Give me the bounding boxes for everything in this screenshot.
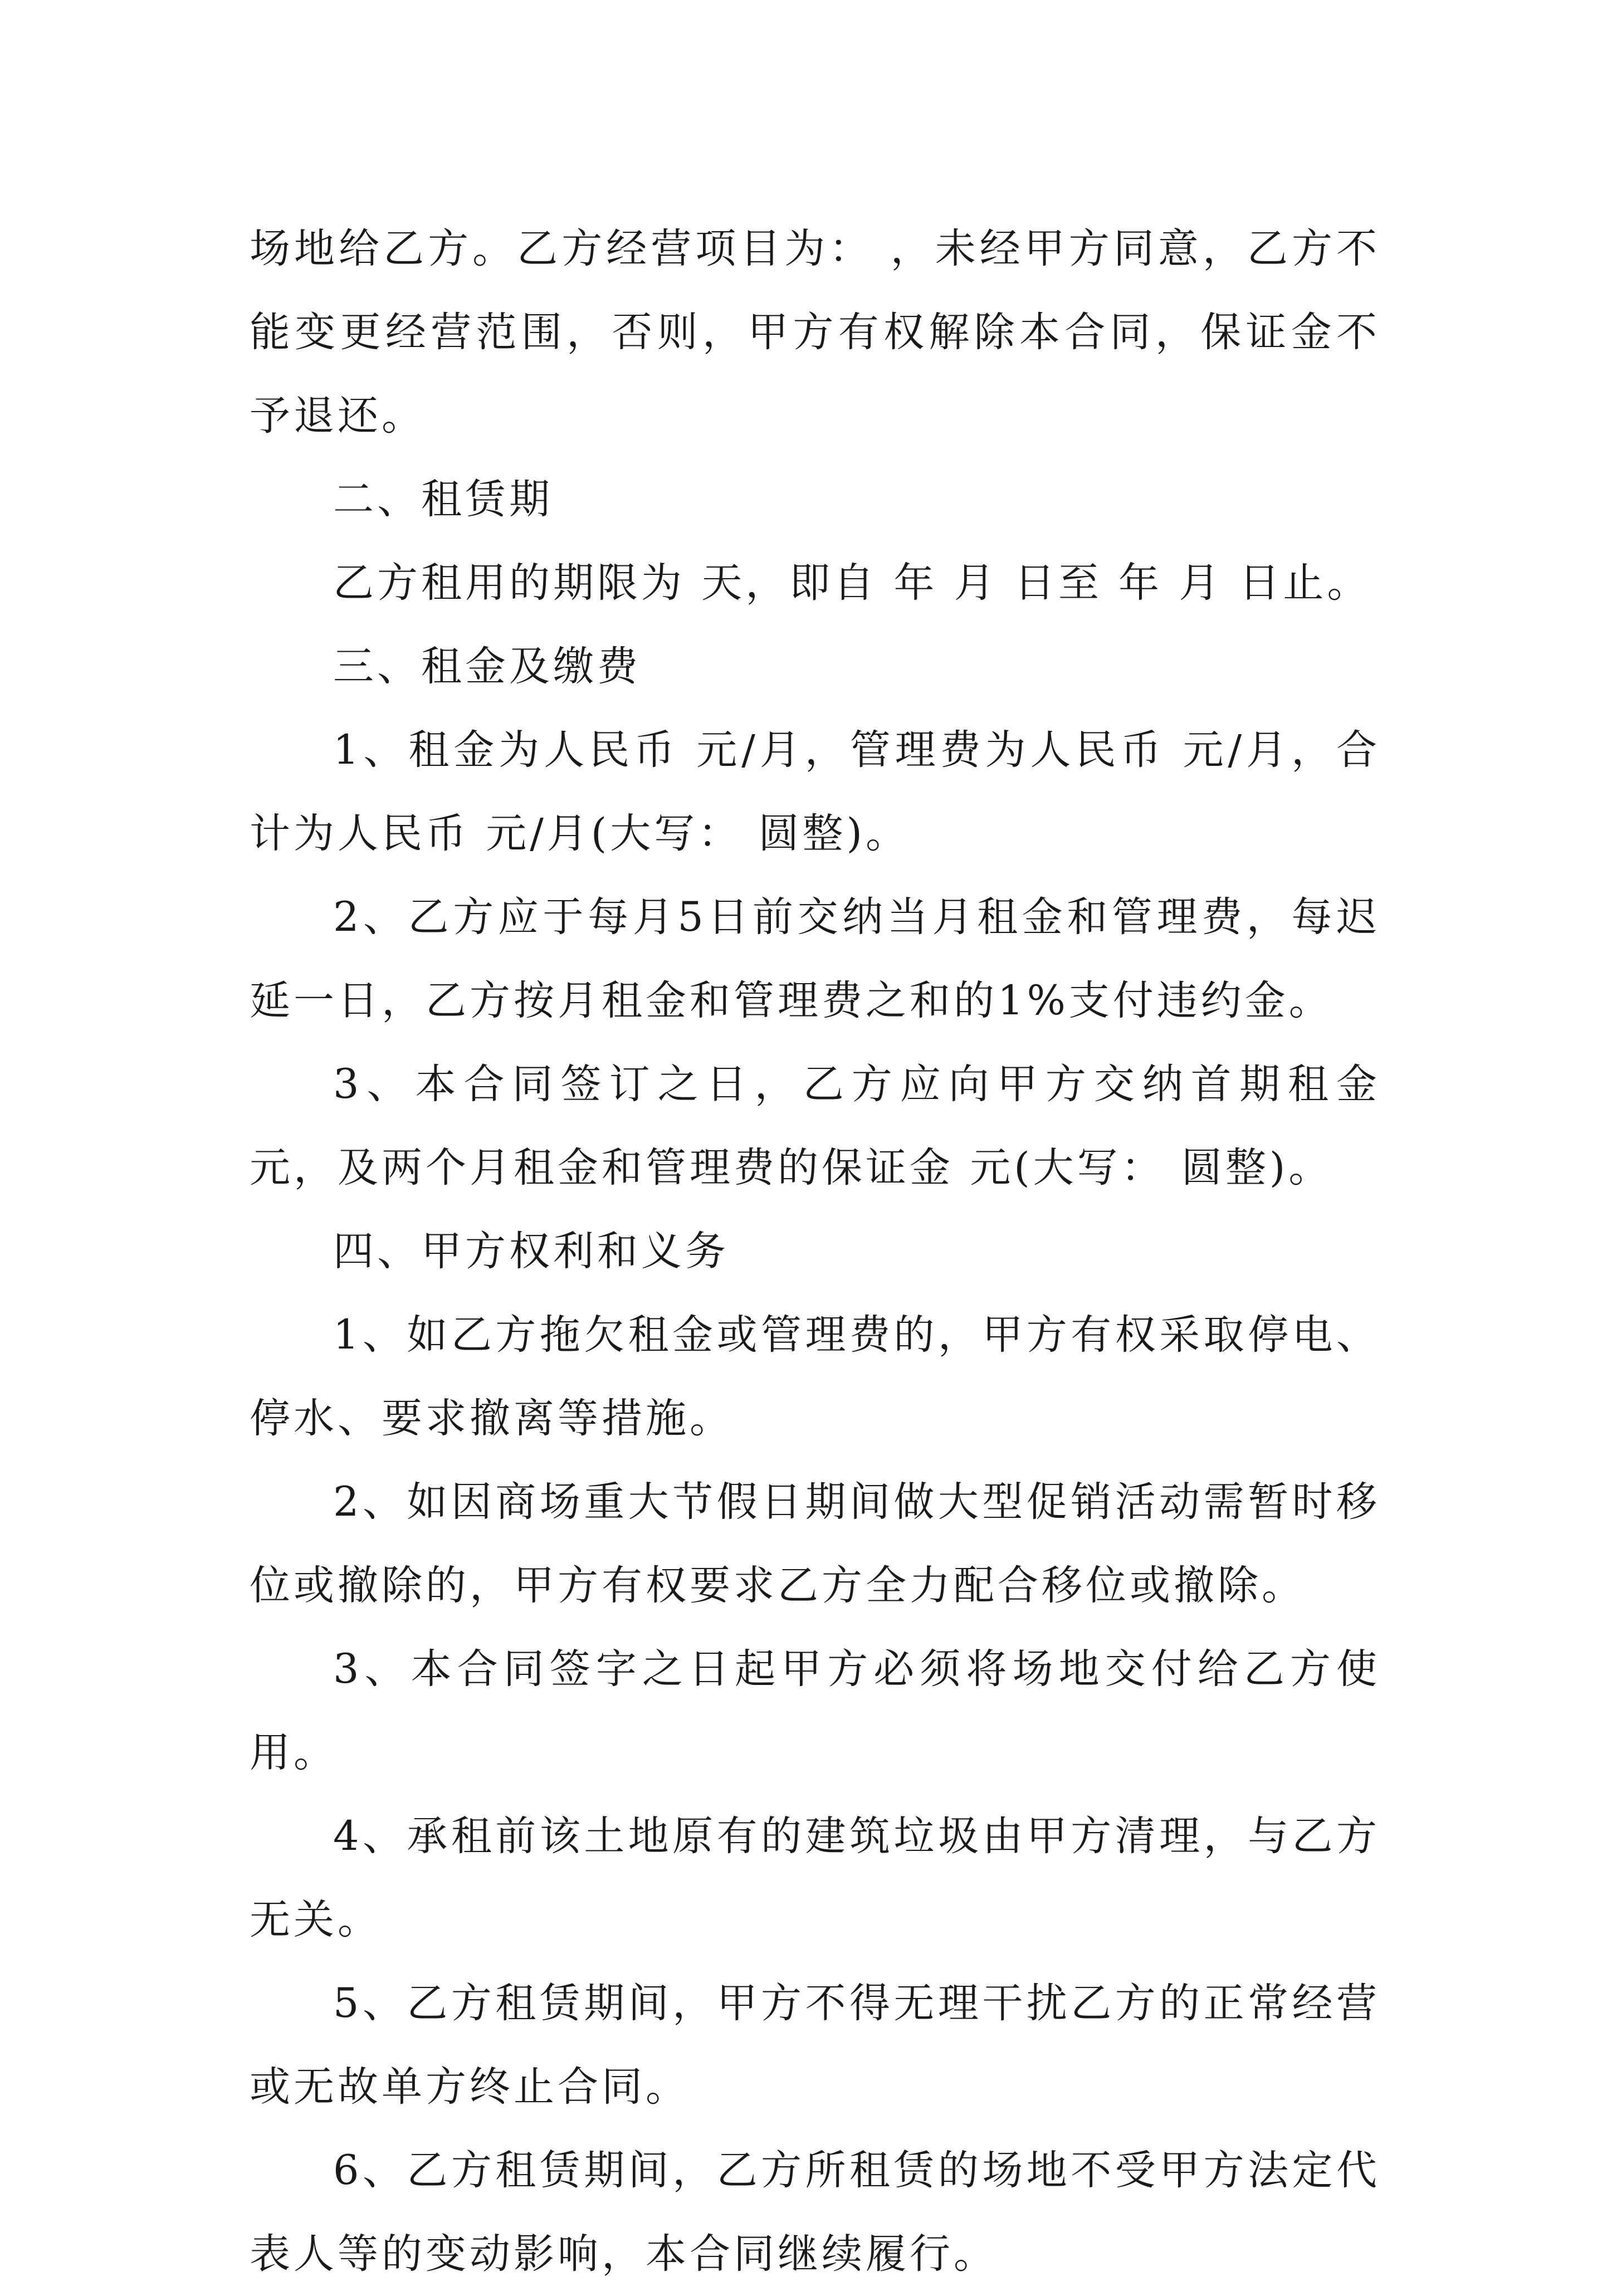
clause-representative-change: 6、乙方租赁期间，乙方所租赁的场地不受甲方法定代表人等的变动影响，本合同继续履行。 (250, 2147, 1380, 2278)
clause-deposit: 3、本合同签订之日，乙方应向甲方交纳首期租金 元，及两个月租金和管理费的保证金 元(大写： 圆整)。 (250, 1061, 1380, 1191)
clause-arrears-measures: 1、如乙方拖欠租金或管理费的，甲方有权采取停电、停水、要求撤离等措施。 (250, 1311, 1380, 1442)
clause-no-interference: 5、乙方租赁期间，甲方不得无理干扰乙方的正常经营或无故单方终止合同。 (250, 1980, 1380, 2111)
heading-rent-and-payment: 三、租金及缴费 (333, 643, 641, 690)
clause-site-delivery: 3、本合同签字之日起甲方必须将场地交付给乙方使用。 (250, 1645, 1380, 1776)
heading-party-a-rights-obligations: 四、甲方权利和义务 (333, 1228, 729, 1275)
paragraph-lease-period: 乙方租用的期限为 天，即自 年 月 日至 年 月 日止。 (333, 559, 1371, 607)
clause-relocation-for-promotion: 2、如因商场重大节假日期间做大型促销活动需暂时移位或撤除的，甲方有权要求乙方全力配合移位或撤除。 (250, 1478, 1380, 1609)
paragraph-site-and-business-scope: 场地给乙方。乙方经营项目为： ，未经甲方同意，乙方不能变更经营范围，否则，甲方有权解除本合同，保证金不予退还。 (250, 225, 1380, 439)
heading-lease-term: 二、租赁期 (333, 476, 553, 523)
clause-payment-due-date: 2、乙方应于每月5日前交纳当月租金和管理费，每迟延一日，乙方按月租金和管理费之和的1%支付违约金。 (250, 893, 1380, 1024)
clause-construction-waste: 4、承租前该土地原有的建筑垃圾由甲方清理，与乙方无关。 (250, 1813, 1380, 1943)
clause-rent-amount: 1、租金为人民币 元/月，管理费为人民币 元/月，合计为人民币 元/月(大写： 圆整)。 (250, 726, 1380, 857)
document-body (250, 207, 1380, 2296)
